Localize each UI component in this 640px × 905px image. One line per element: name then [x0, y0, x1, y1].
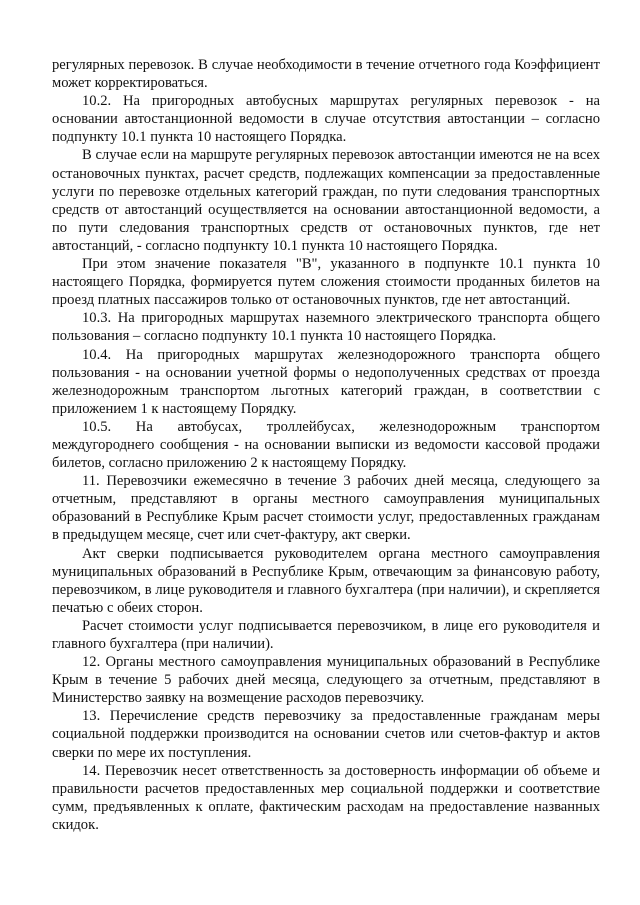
paragraph-10-2-indicator-b: При этом значение показателя "В", указанного в подпункте 10.1 пункта 10 настоящего Порядка, формируется путем сложения стоимости проданных билетов на проезд платных пассажиров только от остановочных пунктов, где нет автостанций.: [52, 256, 600, 309]
paragraph-10-4: 10.4. На пригородных маршрутах железнодорожного транспорта общего пользования - на основании учетной формы о недополученных средствах от проезда железнодорожным транспортом льготных категорий граждан, в соответствии с приложением 1 к настоящему Порядку.: [52, 346, 600, 417]
paragraph-14: 14. Перевозчик несет ответственность за достоверность информации об объеме и правильности расчетов предоставленных мер социальной поддержки и соответствие сумм, предъявленных к оплате, фактическим расходам на предоставление названных скидок.: [52, 762, 600, 833]
paragraph-11: 11. Перевозчики ежемесячно в течение 3 рабочих дней месяца, следующего за отчетным, представляют в органы местного самоуправления муниципальных образований в Республике Крым расчет стоимости услуг, предоставленных гражданам в предыдущем месяце, счет или счет-фактуру, акт сверки.: [52, 473, 600, 544]
paragraph-10-3: 10.3. На пригородных маршрутах наземного электрического транспорта общего пользования – согласно подпункту 10.1 пункта 10 настоящего Порядка.: [52, 310, 600, 345]
paragraph-13: 13. Перечисление средств перевозчику за предоставленные гражданам меры социальной поддержки производится на основании счетов или счетов-фактур и актов сверки по мере их поступления.: [52, 708, 600, 761]
document-body: [52, 56, 600, 834]
paragraph-11-act: Акт сверки подписывается руководителем органа местного самоуправления муниципальных образований в Республике Крым, отвечающим за финансовую работу, перевозчиком, в лице руководителя и главного бухгалтера (при наличии), и скрепляется печатью с обеих сторон.: [52, 545, 600, 616]
paragraph-10-2: 10.2. На пригородных автобусных маршрутах регулярных перевозок - на основании автостанционной ведомости в случае отсутствия автостанции – согласно подпункту 10.1 пункта 10 настоящего Порядка.: [52, 93, 600, 146]
paragraph-12: 12. Органы местного самоуправления муниципальных образований в Республике Крым в течение 5 рабочих дней месяца, следующего за отчетным, представляют в Министерство заявку на возмещение расходов перевозчику.: [52, 654, 600, 707]
paragraph-11-calculation: Расчет стоимости услуг подписывается перевозчиком, в лице его руководителя и главного бухгалтера (при наличии).: [52, 617, 600, 652]
paragraph-continuation: регулярных перевозок. В случае необходимости в течение отчетного года Коэффициент может корректироваться.: [52, 57, 600, 92]
paragraph-10-2-partial-stations: В случае если на маршруте регулярных перевозок автостанции имеются не на всех остановочных пунктах, расчет средств, подлежащих компенсации за предоставленные услуги по перевозке отдельных категорий граждан, по пути следования транспортных средств от автостанций осуществляется на основании автостанционной ведомости, а по пути следования транспортных средств от остановочных пунктов, где нет автостанций, - согласно подпункту 10.1 пункта 10 настоящего Порядка.: [52, 147, 600, 254]
paragraph-10-5: 10.5. На автобусах, троллейбусах, железнодорожным транспортом междугороднего сообщения - на основании выписки из ведомости кассовой продажи билетов, согласно приложению 2 к настоящему Порядку.: [52, 418, 600, 472]
